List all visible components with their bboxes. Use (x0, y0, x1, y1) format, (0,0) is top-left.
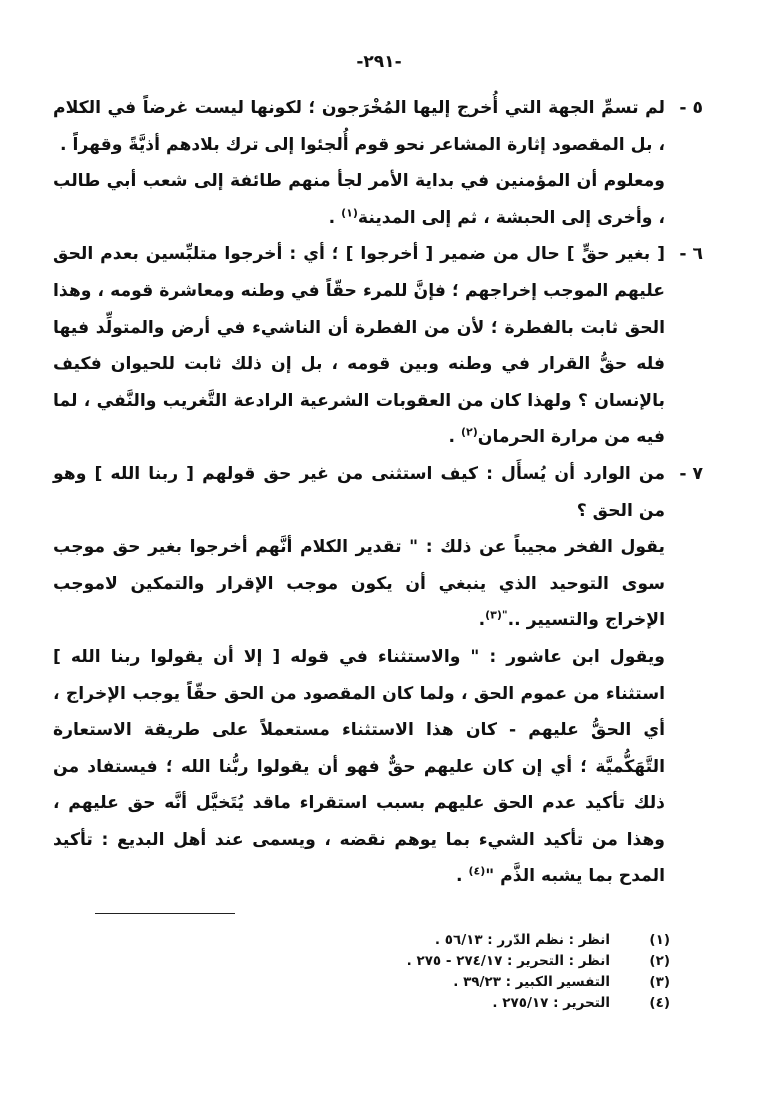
footnote-number: (٣) (649, 974, 670, 990)
page-number: -٢٩١- (356, 52, 402, 72)
paragraph-text: من الوارد أن يُسأَل : كيف استثنى من غير حق قولهم [ ربنا الله ] وهو من الحق ؟ (53, 463, 665, 521)
footnote-separator (95, 913, 235, 914)
footnote-ref[interactable]: (٢) (461, 425, 478, 439)
paragraph-text: ومعلوم أن المؤمنين في بداية الأمر لجأ منهم طائفة إلى شعب أبي طالب ، وأخرى إلى الحبشة ، ثم إلى المدينة (53, 171, 665, 228)
footnote-text: التفسير الكبير : ٣٩/٢٣ . (453, 974, 610, 990)
footnote-ref[interactable]: "(٣) (485, 608, 508, 622)
footnote-item (170, 951, 670, 972)
footnote-text: التحرير : ٢٧٥/١٧ . (492, 995, 610, 1011)
main-text (53, 90, 703, 895)
footnote-ref[interactable]: (١) (341, 206, 358, 220)
footnote-item (170, 972, 670, 993)
paragraph (53, 639, 665, 895)
footnotes (170, 930, 670, 1014)
paragraph (53, 90, 665, 163)
paragraph-text: يقول الفخر مجيباً عن ذلك : " تقدير الكلام أنَّهم أخرجوا بغير حق موجب سوى التوحيد الذي ينبغي أن يكون موجب الإقرار والتمكين لاموجب الإخراج والتسيير .. (53, 537, 665, 631)
item-number: ٧ - (679, 463, 703, 484)
paragraph (53, 163, 665, 236)
paragraph-text: ويقول ابن عاشور : " والاستثناء في قوله [ إلا أن يقولوا ربنا الله ] استثناء من عموم الحق ، ولما كان المقصود من الحق حقّاً يوجب الإخراج ، أي الحقُّ عليهم - كان هذا الاستثناء مستعملاً على طريقة الاستعارة التَّهَكُّميَّة ؛ أي إن كان عليهم حقٌّ فهو أن يقولوا ربُّنا الله ؛ فيستفاد من ذلك تأكيد عدم الحق عليهم بسبب استقراء ماقد يُتَخيَّل أنَّه حق عليهم ، وهذا من تأكيد الشيء بما يوهم نقضه ، ويسمى عند أهل البديع : تأكيد المدح بما يشبه الذَّم " (53, 646, 665, 887)
item-number: ٥ - (679, 98, 703, 118)
paragraph (53, 529, 665, 639)
footnote-number: (١) (649, 932, 670, 948)
footnote-item (170, 930, 670, 951)
numbered-item-6 (53, 236, 703, 456)
footnote-number: (٢) (649, 953, 670, 969)
footnote-ref[interactable]: (٤) (468, 864, 486, 878)
paragraph (53, 236, 665, 456)
item-number: ٦ - (679, 244, 703, 265)
paragraph-end: . (328, 207, 342, 228)
numbered-item-5 (53, 90, 703, 236)
paragraph (53, 456, 665, 529)
footnote-text: انظر : التحرير : ٢٧٤/١٧ - ٢٧٥ . (406, 953, 610, 969)
footnote-text: انظر : نظم الدّرر : ٥٦/١٣ . (434, 932, 610, 948)
numbered-item-7 (53, 456, 703, 895)
paragraph-text: لم تسمِّ الجهة التي أُخرج إليها المُخْرَجون ؛ لكونها ليست غرضاً في الكلام ، بل المقصود إثارة المشاعر نحو قوم أُلجئوا إلى ترك بلادهم أذيَّةً وقهراً . (53, 98, 665, 155)
paragraph-end: . (448, 427, 461, 448)
footnote-number: (٤) (649, 995, 670, 1011)
paragraph-text: [ بغير حقٍّ ] حال من ضمير [ أخرجوا ] ؛ أي : أخرجوا متلبِّسين بعدم الحق عليهم الموجب إخراجهم ؛ فإنَّ للمرء حقّاً في وطنه ومعاشرة قومه ، وهذا الحق ثابت بالفطرة ؛ لأن من الفطرة أن الناشيء في أرض والمتولِّد فيها فله حقُّ القرار في وطنه وبين قومه ، بل إن ذلك ثابت للحيوان فكيف بالإنسان ؟ ولهذا كان من العقوبات الشرعية الرادعة التَّغريب والنَّفي ، لما فيه من مرارة الحرمان (53, 244, 665, 448)
paragraph-end: . (478, 610, 486, 631)
paragraph-end: . (455, 866, 469, 887)
footnote-item (170, 993, 670, 1014)
